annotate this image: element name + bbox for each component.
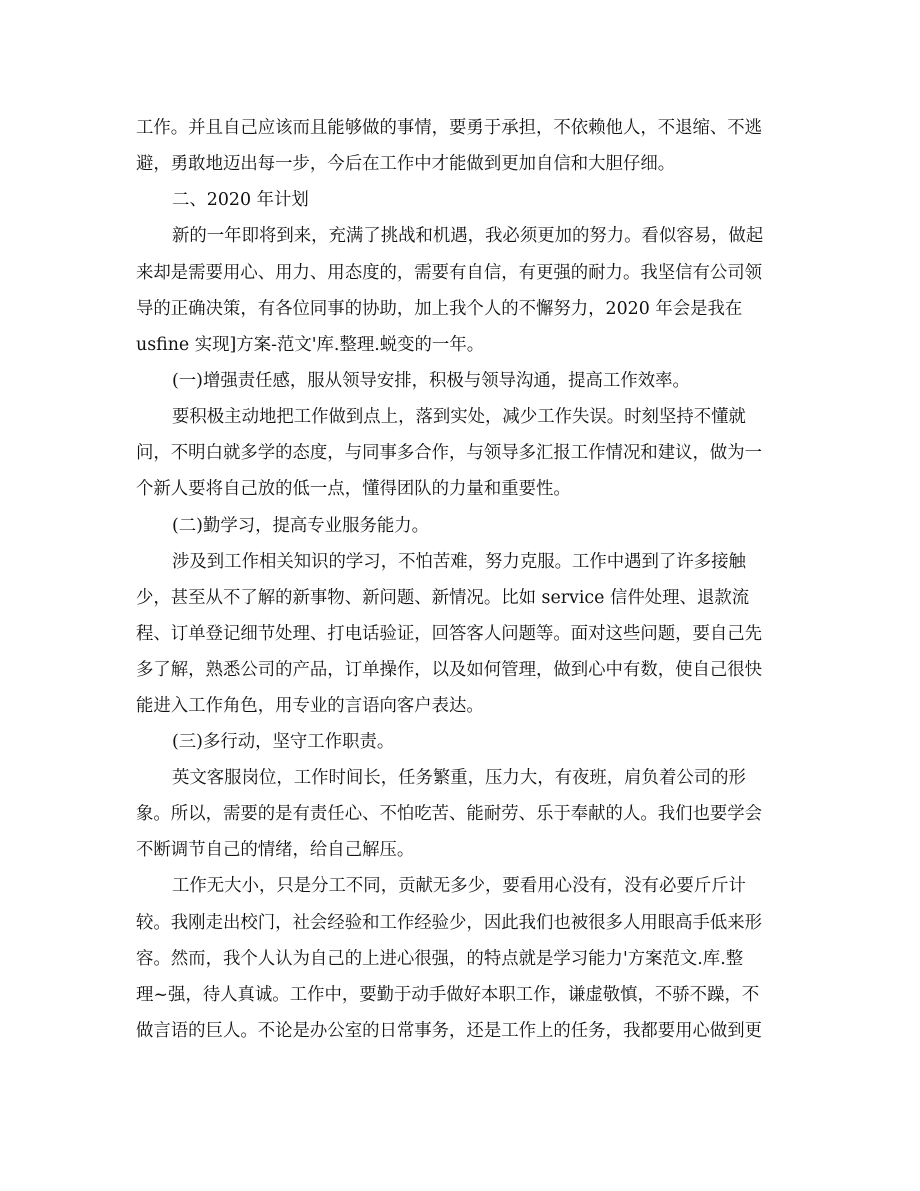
text-line: 多了解，熟悉公司的产品，订单操作，以及如何管理，做到心中有数，使自己很快 bbox=[136, 660, 763, 680]
subsection-heading: (一)增强责任感，服从领导安排，积极与领导沟通，提高工作效率。 bbox=[172, 371, 690, 391]
text-line: 问，不明白就多学的态度，与同事多合作，与领导多汇报工作情况和建议，做为一 bbox=[136, 443, 763, 463]
section-heading: 二、2020 年计划 bbox=[172, 190, 309, 210]
text-line: usfine 实现]方案-范文'库.整理.蜕变的一年。 bbox=[136, 335, 485, 355]
paragraph-start-line: 英文客服岗位，工作时间长，任务繁重，压力大，有夜班，肩负着公司的形 bbox=[172, 768, 746, 788]
text-line: 避，勇敢地迈出每一步，今后在工作中才能做到更加自信和大胆仔细。 bbox=[136, 154, 676, 174]
text-line: 少，甚至从不了解的新事物、新问题、新情况。比如 service 信件处理、退款流 bbox=[136, 588, 750, 608]
text-line: 个新人要将自己放的低一点，懂得团队的力量和重要性。 bbox=[136, 479, 571, 499]
paragraph-start-line: 涉及到工作相关知识的学习，不怕苦难，努力克服。工作中遇到了许多接触 bbox=[172, 552, 746, 572]
text-line: 来却是需要用心、用力、用态度的，需要有自信，有更强的耐力。我坚信有公司领 bbox=[136, 263, 763, 283]
text-line: 不断调节自己的情绪，给自己解压。 bbox=[136, 840, 415, 860]
text-line: 能进入工作角色，用专业的言语向客户表达。 bbox=[136, 696, 484, 716]
text-line: 导的正确决策，有各位同事的协助，加上我个人的不懈努力，2020 年会是我在 bbox=[136, 299, 743, 319]
paragraph-start-line: 工作无大小，只是分工不同，贡献无多少，要看用心没有，没有必要斤斤计 bbox=[172, 876, 746, 896]
paragraph-start-line: 新的一年即将到来，充满了挑战和机遇，我必须更加的努力。看似容易，做起 bbox=[172, 226, 764, 246]
text-line: 工作。并且自己应该而且能够做的事情，要勇于承担，不依赖他人，不退缩、不逃 bbox=[136, 118, 763, 138]
text-line: 做言语的巨人。不论是办公室的日常事务，还是工作上的任务，我都要用心做到更 bbox=[136, 1021, 763, 1041]
text-line: 理~强，待人真诚。工作中，要勤于动手做好本职工作，谦虚敬慎，不骄不躁，不 bbox=[136, 985, 760, 1005]
text-line: 程、订单登记细节处理、打电话验证，回答客人问题等。面对这些问题，要自己先 bbox=[136, 624, 763, 644]
subsection-heading: (二)勤学习，提高专业服务能力。 bbox=[172, 516, 430, 536]
paragraph-start-line: 要积极主动地把工作做到点上，落到实处，减少工作失误。时刻坚持不懂就 bbox=[172, 407, 746, 427]
text-line: 较。我刚走出校门，社会经验和工作经验少，因此我们也被很多人用眼高手低来形 bbox=[136, 913, 763, 933]
text-line: 象。所以，需要的是有责任心、不怕吃苦、能耐劳、乐于奉献的人。我们也要学会 bbox=[136, 804, 763, 824]
subsection-heading: (三)多行动，坚守工作职责。 bbox=[172, 732, 395, 752]
text-line: 容。然而，我个人认为自己的上进心很强，的特点就是学习能力'方案范文.库.整 bbox=[136, 949, 744, 969]
